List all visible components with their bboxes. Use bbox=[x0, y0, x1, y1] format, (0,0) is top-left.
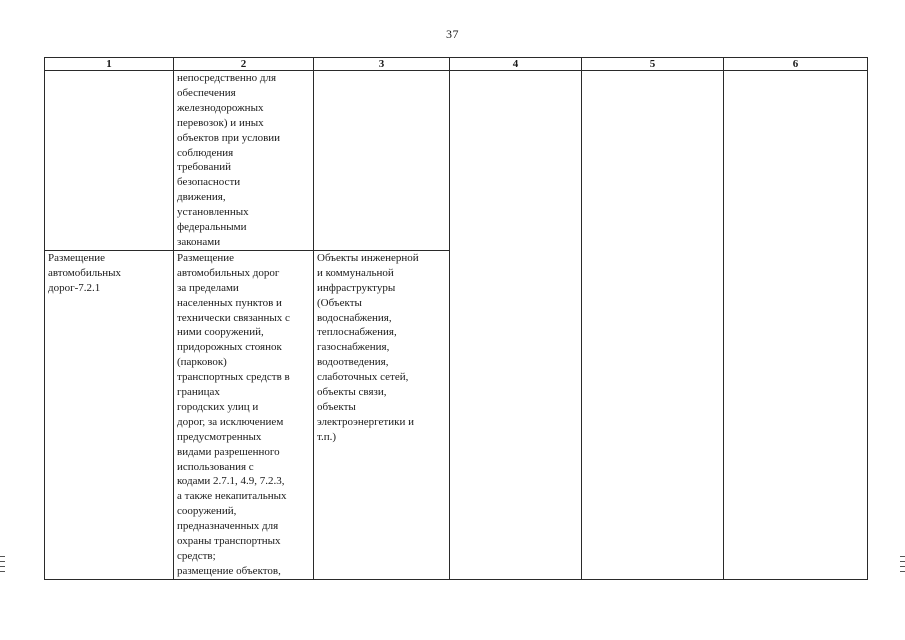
cell-text-line: за пределами bbox=[177, 281, 239, 294]
cell-r1-c2 bbox=[174, 71, 314, 251]
cell-c5 bbox=[582, 71, 724, 580]
cell-text-line: размещение объектов, bbox=[177, 564, 281, 577]
cell-text-line: т.п.) bbox=[317, 430, 337, 443]
cell-text-line: предусмотренных bbox=[177, 430, 262, 443]
header-col-3: 3 bbox=[314, 58, 450, 71]
cell-text-line: дорог-7.2.1 bbox=[48, 281, 101, 294]
cell-text-line: ними сооружений, bbox=[177, 326, 264, 339]
cell-text-line: движения, bbox=[177, 191, 226, 204]
cell-r1-c3 bbox=[314, 71, 450, 251]
cell-text-line: (Объекты bbox=[317, 296, 362, 309]
cell-text-line: границах bbox=[177, 386, 220, 399]
cell-text-line: технически связанных с bbox=[177, 311, 290, 324]
cell-text-line: установленных bbox=[177, 206, 249, 219]
cell-text-line: и коммунальной bbox=[317, 266, 394, 279]
page-number: 37 bbox=[446, 27, 459, 41]
cell-text-line: Размещение bbox=[177, 251, 235, 264]
cell-text-line: Размещение bbox=[48, 251, 106, 264]
cell-text-line: железнодорожных bbox=[177, 101, 264, 114]
cell-text-line: теплоснабжения, bbox=[317, 326, 397, 339]
cell-text-line: охраны транспортных bbox=[177, 535, 281, 548]
cell-text-line: соблюдения bbox=[177, 146, 234, 159]
cell-text-line: использования с bbox=[177, 460, 254, 473]
header-col-6: 6 bbox=[724, 58, 868, 71]
cell-text-line: транспортных средств в bbox=[177, 371, 290, 384]
cell-text-line: перевозок) и иных bbox=[177, 116, 264, 129]
cell-text-line: объекты bbox=[317, 400, 356, 413]
cell-land-use-type bbox=[45, 250, 174, 579]
right-margin-marks bbox=[899, 556, 905, 586]
cell-text-line: городских улиц и bbox=[177, 400, 259, 413]
table-row bbox=[45, 71, 868, 251]
cell-text-line: непосредственно для bbox=[177, 72, 277, 84]
left-margin-marks bbox=[0, 556, 6, 586]
cell-text-line: предназначенных для bbox=[177, 520, 279, 533]
cell-text-line: требований bbox=[177, 161, 232, 174]
cell-text-line: дорог, за исключением bbox=[177, 415, 284, 428]
cell-text-line: придорожных стоянок bbox=[177, 341, 282, 354]
cell-text-line: кодами 2.7.1, 4.9, 7.2.3, bbox=[177, 475, 285, 488]
regulations-table bbox=[44, 57, 868, 580]
cell-text-line: безопасности bbox=[177, 176, 241, 189]
cell-text-line: обеспечения bbox=[177, 86, 236, 99]
table-header-row bbox=[45, 58, 868, 71]
cell-land-use-description bbox=[174, 250, 314, 579]
cell-text-line: видами разрешенного bbox=[177, 445, 280, 458]
cell-text-line: объектов при условии bbox=[177, 131, 281, 144]
cell-text-line: газоснабжения, bbox=[317, 341, 390, 354]
cell-text-line: объекты связи, bbox=[317, 386, 387, 399]
header-col-1: 1 bbox=[45, 58, 174, 71]
cell-text-line: (парковок) bbox=[177, 356, 227, 369]
cell-text-line: автомобильных дорог bbox=[177, 266, 280, 279]
cell-c6 bbox=[724, 71, 868, 580]
cell-text-line: населенных пунктов и bbox=[177, 296, 282, 309]
cell-text-line: Объекты инженерной bbox=[317, 251, 419, 264]
cell-text-line: водоснабжения, bbox=[317, 311, 392, 324]
header-col-5: 5 bbox=[582, 58, 724, 71]
cell-text-line: средств; bbox=[177, 550, 216, 562]
cell-text-line: федеральными bbox=[177, 221, 247, 234]
cell-text-line: законами bbox=[177, 235, 221, 248]
cell-c4 bbox=[450, 71, 582, 580]
cell-text-line: а также некапитальных bbox=[177, 490, 287, 503]
cell-text-line: электроэнергетики и bbox=[317, 415, 414, 428]
cell-text-line: сооружений, bbox=[177, 505, 237, 518]
header-col-2: 2 bbox=[174, 58, 314, 71]
header-col-4: 4 bbox=[450, 58, 582, 71]
cell-text-line: автомобильных bbox=[48, 266, 121, 279]
cell-text-line: слаботочных сетей, bbox=[317, 371, 409, 384]
cell-r1-c1 bbox=[45, 71, 174, 251]
cell-text-line: инфраструктуры bbox=[317, 281, 396, 294]
cell-text-line: водоотведения, bbox=[317, 356, 389, 369]
cell-auxiliary-use bbox=[314, 250, 450, 579]
